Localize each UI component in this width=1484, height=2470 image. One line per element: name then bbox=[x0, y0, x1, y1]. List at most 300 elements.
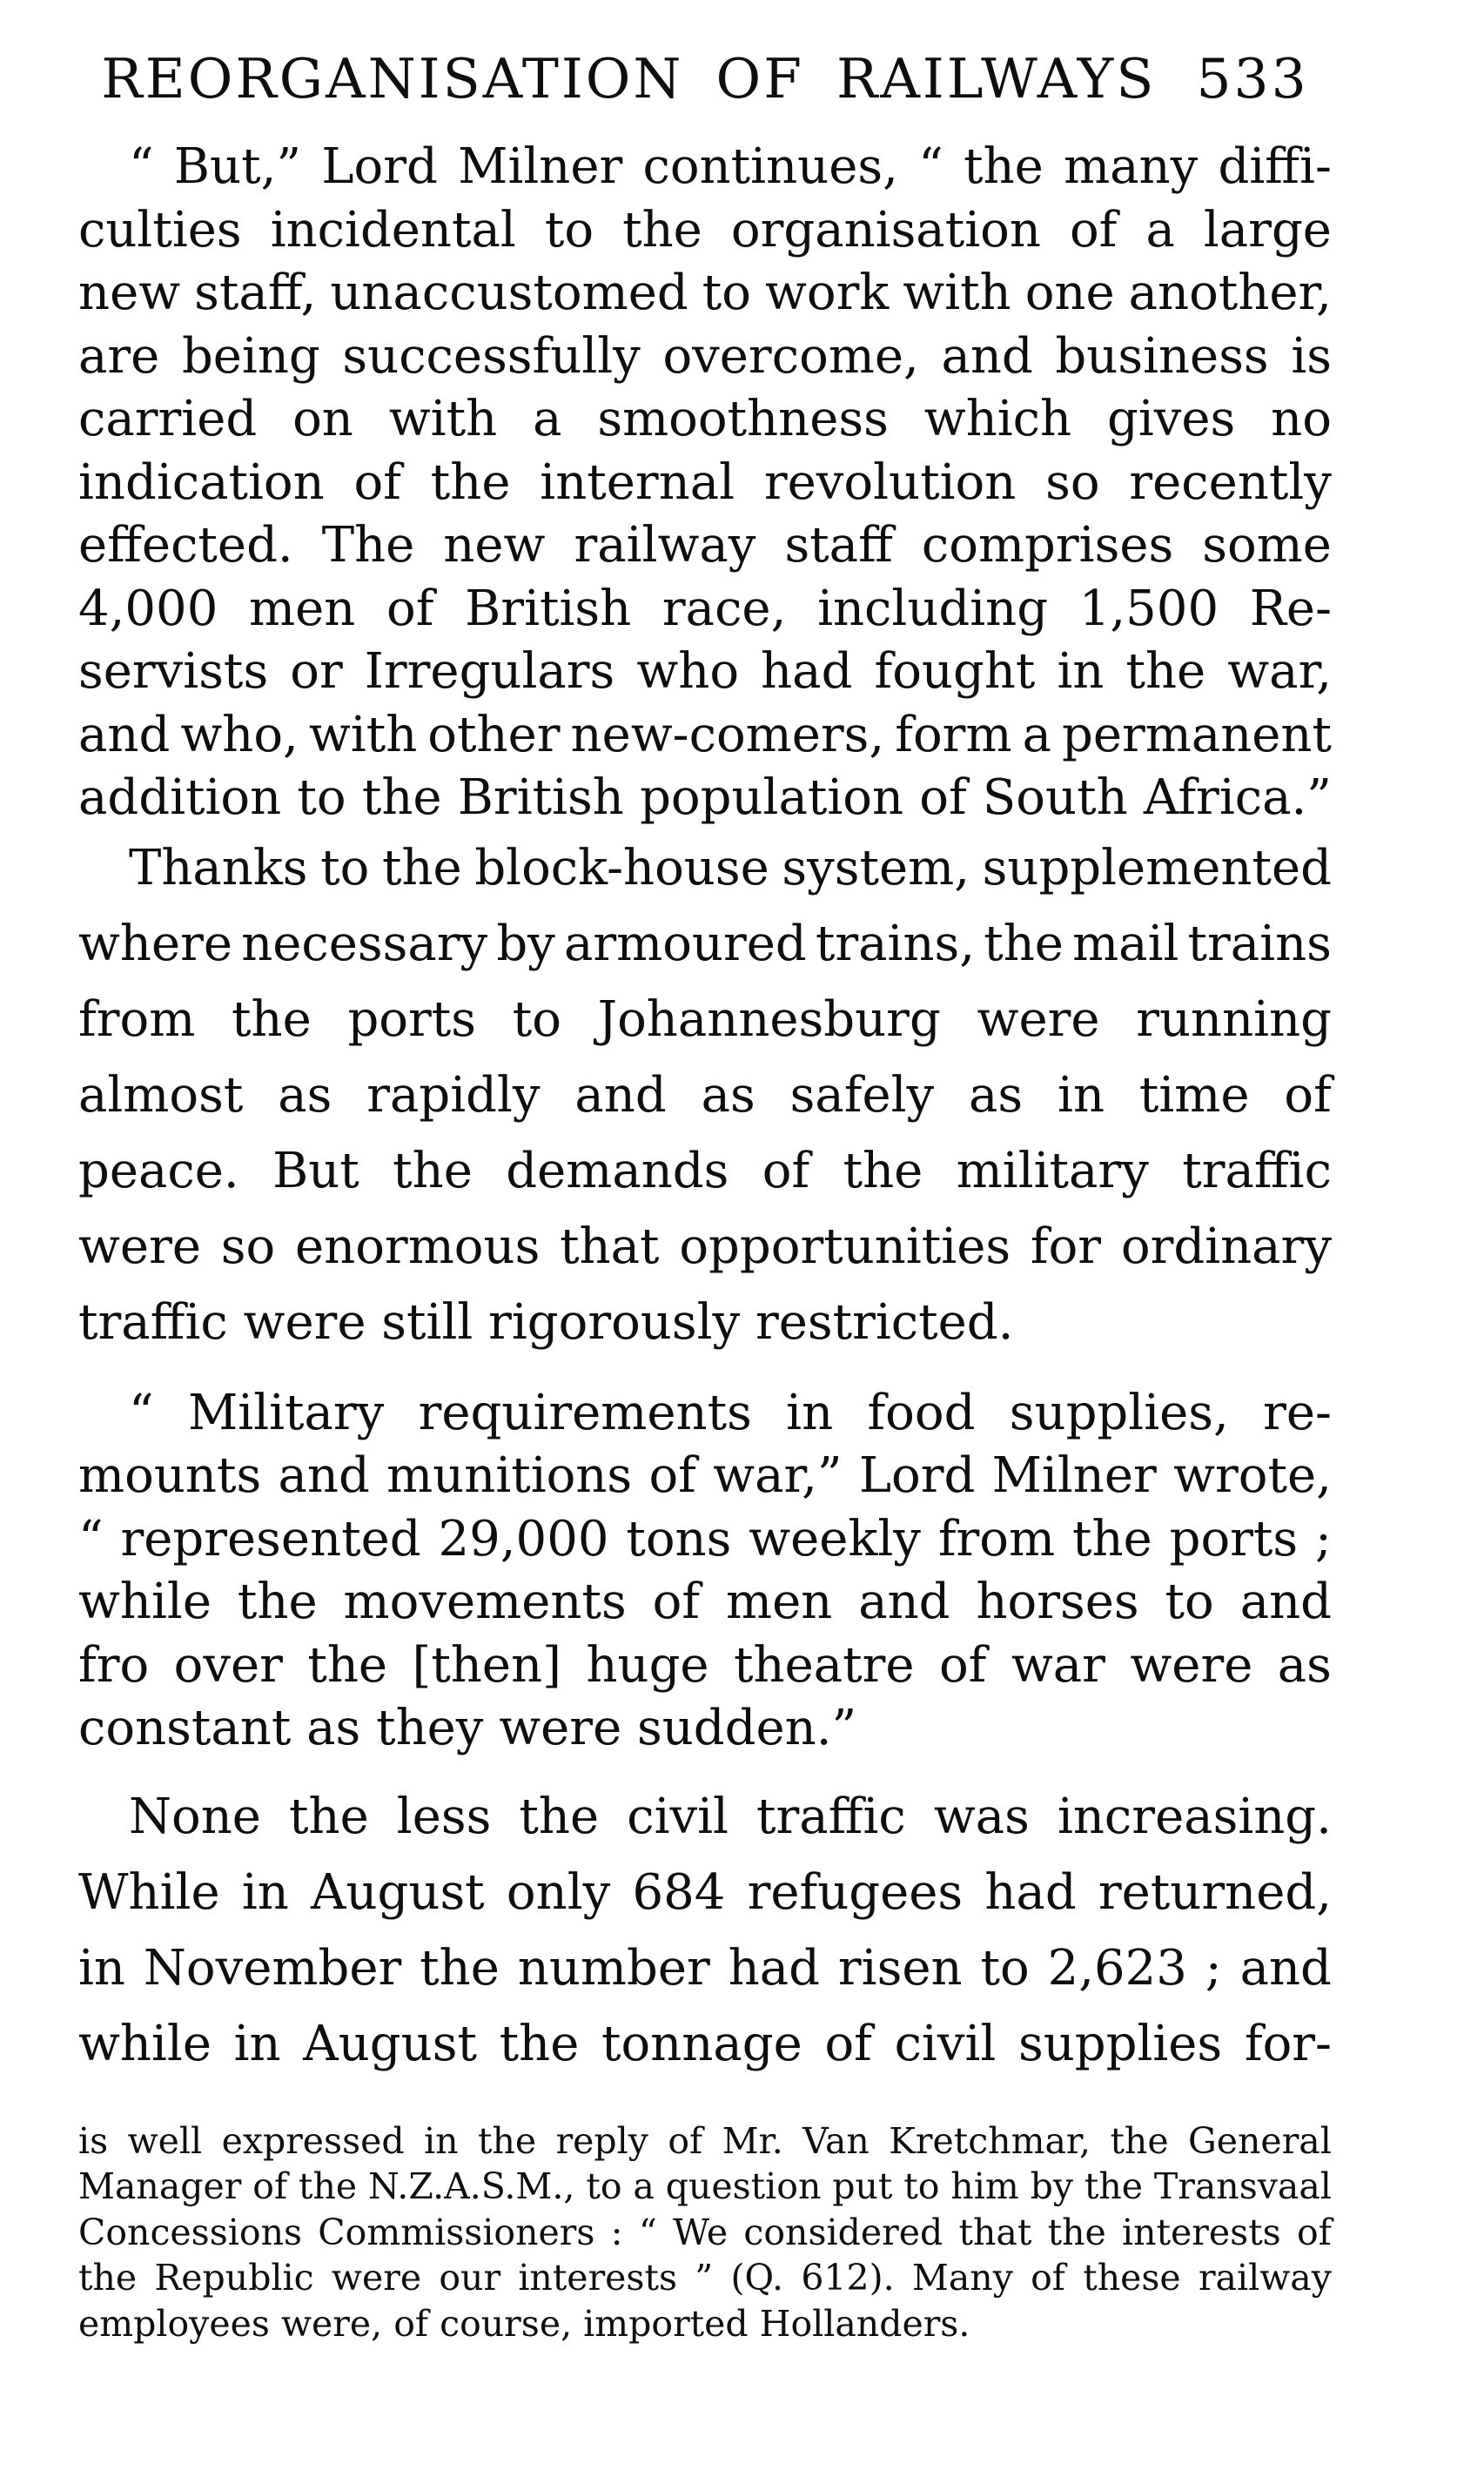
word: for- bbox=[1244, 2015, 1332, 2072]
word: the bbox=[622, 201, 702, 258]
text-line bbox=[78, 2210, 1332, 2256]
word: put bbox=[832, 2165, 893, 2207]
word: rapidly bbox=[366, 1066, 541, 1124]
word: theatre bbox=[734, 1636, 915, 1694]
word: The bbox=[321, 517, 415, 574]
word: While bbox=[78, 1863, 220, 1921]
word: 612). bbox=[801, 2257, 895, 2299]
word: were bbox=[1130, 1636, 1253, 1694]
word: as bbox=[1277, 1636, 1332, 1694]
word: increasing. bbox=[1057, 1788, 1332, 1845]
word: the bbox=[393, 1142, 473, 1199]
word: ; bbox=[1315, 1510, 1332, 1567]
word: railway bbox=[1198, 2257, 1332, 2299]
word: of bbox=[1069, 201, 1118, 258]
word: a bbox=[633, 2165, 655, 2207]
word: of bbox=[919, 769, 967, 826]
word: by bbox=[1030, 2165, 1073, 2207]
word: were bbox=[78, 1218, 201, 1275]
text-line bbox=[78, 830, 1332, 906]
word: ; bbox=[1205, 1939, 1222, 1997]
text-line bbox=[78, 1382, 1332, 1446]
word: and bbox=[278, 1447, 370, 1504]
word: reply bbox=[555, 2119, 648, 2162]
word: supplies bbox=[1017, 2015, 1223, 2072]
word: the bbox=[307, 1636, 388, 1694]
word: to bbox=[702, 265, 751, 321]
word: Africa.” bbox=[1143, 769, 1332, 826]
word: of bbox=[1284, 1066, 1332, 1124]
word: continues, bbox=[642, 138, 898, 195]
word: British bbox=[465, 580, 632, 637]
word: is bbox=[78, 2119, 109, 2162]
text-line bbox=[78, 1508, 1332, 1572]
word: movements bbox=[343, 1574, 627, 1630]
word: Milner bbox=[458, 138, 623, 195]
word: fro bbox=[78, 1636, 150, 1694]
text-line bbox=[78, 982, 1332, 1057]
word: (Q. bbox=[730, 2257, 784, 2299]
word: and bbox=[574, 1066, 667, 1124]
word: were bbox=[331, 2257, 422, 2299]
word: men bbox=[249, 580, 356, 637]
word: had bbox=[761, 643, 853, 700]
word: a bbox=[533, 391, 562, 447]
word: civil bbox=[894, 2015, 997, 2072]
word: the bbox=[361, 769, 442, 826]
text-line bbox=[78, 2164, 1332, 2210]
word: smoothness bbox=[597, 391, 889, 447]
word: to bbox=[544, 201, 594, 258]
word: from bbox=[937, 1510, 1056, 1567]
word: Milner bbox=[991, 1447, 1157, 1504]
word: Mr. bbox=[722, 2119, 783, 2162]
word: But,” bbox=[173, 138, 302, 195]
word: food bbox=[867, 1384, 976, 1441]
word: revolution bbox=[763, 453, 1017, 511]
word: time bbox=[1138, 1066, 1250, 1124]
word: gives bbox=[1107, 391, 1236, 447]
text-line bbox=[78, 2255, 1332, 2301]
word: of bbox=[386, 580, 434, 637]
word: armoured bbox=[563, 915, 807, 972]
word: the bbox=[478, 2119, 537, 2162]
word: railway bbox=[574, 517, 756, 574]
word: new-comers, bbox=[570, 706, 885, 763]
word: 1,500 bbox=[1078, 580, 1219, 637]
word: him bbox=[950, 2165, 1019, 2207]
word: “ bbox=[129, 1384, 154, 1441]
text-line: constant as they were sudden.” bbox=[78, 1700, 857, 1756]
word: so bbox=[1045, 453, 1100, 511]
word: horses bbox=[976, 1574, 1139, 1630]
word: safely bbox=[789, 1066, 935, 1124]
word: as bbox=[701, 1066, 755, 1124]
word: carried bbox=[78, 391, 258, 447]
text-line bbox=[78, 2118, 1332, 2165]
word: in bbox=[1057, 643, 1105, 700]
word: mail bbox=[1072, 915, 1179, 972]
text-line bbox=[78, 767, 1332, 830]
word: incidental bbox=[270, 201, 516, 258]
word: But bbox=[272, 1142, 359, 1199]
word: servists bbox=[78, 643, 269, 700]
word: to bbox=[1165, 1574, 1214, 1630]
word: a bbox=[1022, 706, 1051, 763]
word: one bbox=[1024, 265, 1115, 321]
word: “ bbox=[78, 1510, 104, 1567]
text-line bbox=[78, 514, 1332, 578]
word: comprises bbox=[921, 517, 1174, 574]
word: and bbox=[1239, 1574, 1332, 1630]
word: 2,623 bbox=[1047, 1939, 1187, 1997]
word: Re- bbox=[1249, 580, 1332, 637]
word: considered bbox=[743, 2211, 943, 2253]
word: in bbox=[424, 2119, 459, 2162]
paragraph bbox=[78, 1779, 1332, 2082]
word: ” bbox=[695, 2257, 714, 2299]
word: the bbox=[420, 1939, 500, 1997]
word: block-house bbox=[474, 839, 769, 896]
word: the bbox=[289, 1788, 369, 1845]
word: that bbox=[958, 2211, 1032, 2253]
word: the bbox=[984, 915, 1064, 972]
text-line: employees were, of course, imported Hollanders. bbox=[78, 2302, 970, 2345]
word: to bbox=[512, 990, 561, 1048]
word: 29,000 bbox=[438, 1510, 609, 1567]
word: “ bbox=[918, 138, 943, 195]
text-line bbox=[78, 136, 1332, 199]
word: supplies, bbox=[1009, 1384, 1229, 1441]
word: None bbox=[129, 1788, 261, 1845]
word: culties bbox=[78, 201, 242, 258]
word: military bbox=[956, 1142, 1149, 1199]
word: diffi- bbox=[1218, 138, 1332, 195]
word: the bbox=[1047, 2211, 1106, 2253]
word: had bbox=[728, 1939, 820, 1997]
word: wrote, bbox=[1173, 1447, 1332, 1504]
word: was bbox=[933, 1788, 1030, 1845]
text-line bbox=[78, 262, 1332, 326]
word: permanent bbox=[1061, 706, 1332, 763]
word: population bbox=[640, 769, 904, 826]
word: General bbox=[1188, 2119, 1332, 2162]
word: who, bbox=[180, 706, 299, 763]
word: Thanks bbox=[129, 839, 308, 896]
text-line bbox=[78, 641, 1332, 704]
word: another, bbox=[1128, 265, 1332, 321]
text-line bbox=[78, 199, 1332, 263]
word: question bbox=[665, 2165, 822, 2207]
word: the bbox=[1110, 2119, 1169, 2162]
word: the bbox=[430, 453, 511, 511]
word: Military bbox=[187, 1384, 385, 1441]
word: and bbox=[1239, 1939, 1332, 1997]
word: the bbox=[381, 839, 462, 896]
word: weekly bbox=[749, 1510, 921, 1567]
word: the bbox=[78, 2257, 138, 2299]
word: the bbox=[843, 1142, 923, 1199]
word: and bbox=[941, 327, 1033, 385]
word: and bbox=[78, 706, 171, 763]
word: overcome, bbox=[662, 327, 919, 385]
word: ports bbox=[347, 990, 477, 1048]
word: opportunities bbox=[679, 1218, 1011, 1275]
word: of bbox=[353, 453, 401, 511]
word: Kretchmar, bbox=[889, 2119, 1091, 2162]
word: Lord bbox=[858, 1447, 976, 1504]
word: recently bbox=[1129, 453, 1332, 511]
word: some bbox=[1202, 517, 1332, 574]
word: tonnage bbox=[601, 2015, 802, 2072]
word: where bbox=[78, 915, 233, 972]
text-line bbox=[78, 452, 1332, 515]
word: Republic bbox=[154, 2257, 314, 2299]
word: including bbox=[817, 580, 1049, 637]
word: N.Z.A.S.M., bbox=[368, 2165, 575, 2207]
text-line bbox=[78, 388, 1332, 452]
word: the bbox=[299, 2165, 358, 2207]
word: South bbox=[982, 769, 1128, 826]
word: addition bbox=[78, 769, 282, 826]
word: with bbox=[903, 265, 1011, 321]
word: almost bbox=[78, 1066, 244, 1124]
word: with bbox=[388, 391, 498, 447]
word: traffic bbox=[756, 1788, 906, 1845]
word: our bbox=[439, 2257, 501, 2299]
running-title: REORGANISATION OF RAILWAYS bbox=[101, 47, 1157, 111]
word: new bbox=[78, 265, 181, 321]
word: and bbox=[858, 1574, 950, 1630]
word: Lord bbox=[321, 138, 438, 195]
word: represented bbox=[120, 1510, 421, 1567]
word: of bbox=[252, 2165, 288, 2207]
word: Concessions bbox=[78, 2211, 303, 2253]
word: of bbox=[824, 2015, 872, 2072]
word: supplemented bbox=[982, 839, 1332, 896]
word: November bbox=[143, 1939, 402, 1997]
paragraph bbox=[78, 136, 1332, 830]
word: running bbox=[1136, 990, 1332, 1048]
word: ordinary bbox=[1120, 1218, 1332, 1275]
word: Van bbox=[802, 2119, 870, 2162]
word: of bbox=[938, 1636, 987, 1694]
word: Commissioners bbox=[318, 2211, 595, 2253]
word: who bbox=[636, 643, 740, 700]
text-line bbox=[78, 326, 1332, 389]
word: fought bbox=[874, 643, 1036, 700]
word: interests bbox=[1122, 2211, 1281, 2253]
word: 4,000 bbox=[78, 580, 218, 637]
footnote bbox=[78, 2118, 1332, 2347]
word: Transvaal bbox=[1153, 2165, 1332, 2207]
word: of bbox=[1031, 2257, 1065, 2299]
word: traffic bbox=[1182, 1142, 1332, 1199]
paragraph bbox=[78, 1382, 1332, 1761]
text-line bbox=[78, 1779, 1332, 1855]
word: war bbox=[1011, 1636, 1105, 1694]
word: refugees bbox=[747, 1863, 964, 1921]
word: are bbox=[78, 327, 160, 385]
word: in bbox=[786, 1384, 834, 1441]
text-line bbox=[78, 2006, 1332, 2082]
text-line bbox=[78, 906, 1332, 982]
word: to bbox=[586, 2165, 622, 2207]
word: which bbox=[923, 391, 1072, 447]
text-line bbox=[78, 1571, 1332, 1634]
page-number: 533 bbox=[1196, 47, 1309, 111]
word: war,” bbox=[713, 1447, 843, 1504]
word: internal bbox=[540, 453, 735, 511]
word: indication bbox=[78, 453, 325, 511]
word: had bbox=[984, 1863, 1077, 1921]
word: in bbox=[1058, 1066, 1105, 1124]
text-line bbox=[78, 1057, 1332, 1133]
word: to bbox=[980, 1939, 1030, 1997]
word: of bbox=[762, 1142, 810, 1199]
word: number bbox=[517, 1939, 710, 1997]
word: no bbox=[1271, 391, 1332, 447]
text-line bbox=[78, 1445, 1332, 1508]
word: to bbox=[297, 769, 346, 826]
word: of bbox=[1297, 2211, 1332, 2253]
text-line bbox=[78, 704, 1332, 768]
word: risen bbox=[837, 1939, 963, 1997]
word: in bbox=[78, 1939, 125, 1997]
word: is bbox=[1291, 327, 1332, 385]
word: new bbox=[443, 517, 546, 574]
word: of bbox=[652, 1574, 701, 1630]
word: were bbox=[977, 990, 1100, 1048]
word: effected. bbox=[78, 517, 293, 574]
word: “ bbox=[638, 2211, 657, 2253]
word: large bbox=[1203, 201, 1332, 258]
word: the bbox=[237, 1574, 318, 1630]
word: in bbox=[233, 2015, 281, 2072]
word: a bbox=[1145, 201, 1175, 258]
word: peace. bbox=[78, 1142, 239, 1199]
word: so bbox=[220, 1218, 276, 1275]
word: “ bbox=[129, 138, 154, 195]
word: by bbox=[496, 915, 555, 972]
word: over bbox=[173, 1636, 283, 1694]
text-line bbox=[78, 1930, 1332, 2006]
word: the bbox=[1084, 2165, 1144, 2207]
text-line bbox=[78, 1855, 1332, 1930]
word: on bbox=[292, 391, 353, 447]
word: being bbox=[181, 327, 320, 385]
word: business bbox=[1055, 327, 1269, 385]
word: re- bbox=[1263, 1384, 1332, 1441]
word: from bbox=[78, 990, 196, 1048]
word: mounts bbox=[78, 1447, 262, 1504]
word: race, bbox=[661, 580, 787, 637]
word: the bbox=[964, 138, 1044, 195]
word: August bbox=[311, 1863, 485, 1921]
word: less bbox=[396, 1788, 492, 1845]
word: tons bbox=[626, 1510, 732, 1567]
word: the bbox=[1125, 643, 1206, 700]
text-line bbox=[78, 1634, 1332, 1698]
word: to bbox=[903, 2165, 940, 2207]
word: system, bbox=[782, 839, 970, 896]
word: work bbox=[764, 265, 890, 321]
word: returned, bbox=[1098, 1863, 1332, 1921]
word: or bbox=[290, 643, 343, 700]
word: as bbox=[969, 1066, 1024, 1124]
word: [then] bbox=[412, 1636, 561, 1694]
word: well bbox=[127, 2119, 203, 2162]
page-header bbox=[78, 44, 1332, 114]
word: while bbox=[78, 1574, 212, 1630]
word: only bbox=[506, 1863, 611, 1921]
word: civil bbox=[627, 1788, 729, 1845]
text-line: traffic were still rigorously restricted. bbox=[78, 1293, 1014, 1351]
word: successfully bbox=[342, 327, 641, 385]
word: trains bbox=[1187, 915, 1332, 972]
word: with bbox=[308, 706, 418, 763]
word: war, bbox=[1227, 643, 1332, 700]
word: of bbox=[648, 1447, 696, 1504]
word: that bbox=[560, 1218, 660, 1275]
word: as bbox=[278, 1066, 332, 1124]
word: ports bbox=[1169, 1510, 1299, 1567]
word: of bbox=[668, 2119, 703, 2162]
word: men bbox=[725, 1574, 833, 1630]
word: in bbox=[241, 1863, 289, 1921]
word: trains, bbox=[815, 915, 976, 972]
word: Manager bbox=[78, 2165, 242, 2207]
word: staff bbox=[784, 517, 893, 574]
word: unaccustomed bbox=[330, 265, 688, 321]
word: We bbox=[673, 2211, 729, 2253]
word: Johannesburg bbox=[597, 990, 941, 1048]
word: while bbox=[78, 2015, 212, 2072]
word: August bbox=[303, 2015, 477, 2072]
text-line bbox=[78, 578, 1332, 641]
body-text bbox=[78, 136, 1332, 2082]
word: requirements bbox=[418, 1384, 752, 1441]
word: huge bbox=[586, 1636, 709, 1694]
word: : bbox=[610, 2211, 623, 2253]
word: these bbox=[1083, 2257, 1181, 2299]
word: demands bbox=[506, 1142, 729, 1199]
word: enormous bbox=[295, 1218, 541, 1275]
word: expressed bbox=[221, 2119, 405, 2162]
word: 684 bbox=[632, 1863, 726, 1921]
word: necessary bbox=[241, 915, 488, 972]
text-line bbox=[78, 1209, 1332, 1285]
word: other bbox=[427, 706, 561, 763]
word: the bbox=[1072, 1510, 1152, 1567]
word: staff, bbox=[194, 265, 317, 321]
word: to bbox=[320, 839, 370, 896]
word: Many bbox=[911, 2257, 1013, 2299]
word: organisation bbox=[730, 201, 1041, 258]
text-line bbox=[78, 1133, 1332, 1209]
word: the bbox=[519, 1788, 600, 1845]
word: form bbox=[895, 706, 1012, 763]
word: interests bbox=[518, 2257, 677, 2299]
word: for bbox=[1030, 1218, 1102, 1275]
word: Irregulars bbox=[364, 643, 615, 700]
word: many bbox=[1064, 138, 1199, 195]
word: British bbox=[457, 769, 624, 826]
paragraph bbox=[78, 830, 1332, 1360]
word: the bbox=[499, 2015, 580, 2072]
word: munitions bbox=[386, 1447, 633, 1504]
word: the bbox=[232, 990, 312, 1048]
